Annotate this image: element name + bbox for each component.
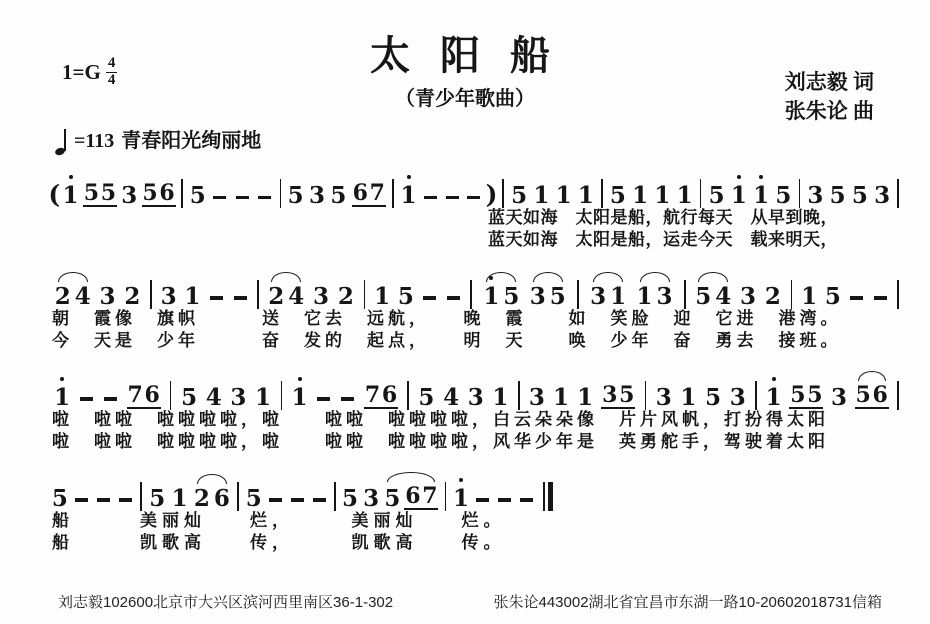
note: 1 bbox=[184, 282, 201, 310]
duration-dash bbox=[254, 196, 274, 208]
barline bbox=[170, 381, 172, 410]
dash-glyph bbox=[446, 196, 459, 200]
measure bbox=[48, 381, 167, 411]
note: 3 bbox=[655, 383, 672, 411]
notation-row bbox=[48, 365, 902, 409]
note: 1 bbox=[552, 383, 569, 411]
note: 2 bbox=[193, 484, 210, 512]
slur-arc bbox=[853, 381, 891, 409]
duration-dash bbox=[420, 296, 440, 308]
time-signature bbox=[106, 56, 118, 89]
lyricist-credit: 刘志毅 词 bbox=[784, 70, 874, 94]
lyrics-verse-2: 今 天是 少年 奋 发的 起点， 明 天 唤 少年 奋 勇去 接班。 bbox=[52, 331, 842, 351]
note-high-octave: 1 bbox=[62, 182, 79, 209]
duration-dash bbox=[210, 196, 230, 208]
note: 6 bbox=[144, 381, 160, 408]
barline bbox=[237, 482, 239, 511]
duration-dash bbox=[517, 498, 537, 510]
note: 1 bbox=[636, 282, 653, 310]
composer-address: 张朱论443002湖北省宜昌市东湖一路10-20602018731信箱 bbox=[493, 593, 882, 611]
dash-glyph bbox=[476, 498, 489, 502]
lyricist-address: 刘志毅102600北京市大兴区滨河西里南区36-1-302 bbox=[58, 593, 394, 611]
note: 5 bbox=[807, 381, 823, 408]
barline bbox=[684, 280, 686, 309]
barline bbox=[799, 179, 801, 208]
note: 3 bbox=[590, 282, 607, 310]
beam-group bbox=[855, 381, 889, 409]
tempo-bpm: =113 bbox=[74, 130, 115, 152]
slur-arc bbox=[635, 282, 675, 310]
note: 6 bbox=[872, 381, 888, 408]
beam-group bbox=[789, 381, 823, 409]
measure bbox=[48, 282, 147, 310]
note: 5 bbox=[142, 180, 158, 206]
barline bbox=[280, 179, 282, 208]
lyrics-verse-2: 蓝天如海 太阳是船，运走今天 载来明天， bbox=[488, 230, 838, 250]
note: 5 bbox=[855, 381, 871, 408]
dash-glyph bbox=[467, 196, 480, 200]
barline bbox=[577, 280, 579, 309]
barline bbox=[791, 280, 793, 309]
note: 5 bbox=[189, 182, 206, 209]
note: 3 bbox=[729, 383, 746, 411]
note: 3 bbox=[529, 282, 546, 310]
note: 3 bbox=[363, 484, 380, 512]
note: 1 bbox=[555, 182, 572, 209]
measure bbox=[397, 182, 500, 207]
note: 5 bbox=[330, 182, 347, 209]
dash-glyph bbox=[423, 296, 436, 300]
note-high-octave: 1 bbox=[54, 383, 71, 411]
note: 7 bbox=[422, 482, 438, 509]
note: 3 bbox=[308, 182, 325, 209]
duration-dash bbox=[287, 498, 307, 510]
lyrics-verse-1: 啦 啦啦 啦啦啦啦，啦 啦啦 啦啦啦啦，白云朵朵像 片片风帆，打扮得太阳 bbox=[52, 409, 829, 429]
measure bbox=[48, 484, 137, 512]
note: 5 bbox=[851, 182, 868, 209]
barline bbox=[364, 280, 366, 309]
note: 1 bbox=[610, 282, 627, 310]
note-high-octave: 1 bbox=[753, 182, 770, 209]
music-system bbox=[48, 264, 902, 353]
measure bbox=[704, 184, 795, 207]
note: 1 bbox=[680, 383, 697, 411]
note: 3 bbox=[467, 383, 484, 411]
dash-glyph bbox=[424, 196, 437, 200]
duration-dash bbox=[232, 196, 252, 208]
final-barline-thin bbox=[543, 482, 545, 511]
dash-glyph bbox=[291, 498, 304, 502]
parenthesis: ) bbox=[485, 180, 498, 209]
dash-glyph bbox=[97, 498, 110, 502]
slur-arc bbox=[192, 484, 232, 512]
dash-glyph bbox=[313, 498, 326, 502]
music-system bbox=[48, 466, 902, 555]
song-title: 太 阳 船 bbox=[370, 33, 560, 78]
barline bbox=[897, 179, 899, 208]
parenthesis: ( bbox=[48, 180, 61, 209]
measure bbox=[795, 282, 894, 310]
duration-dash bbox=[314, 397, 334, 409]
note: 4 bbox=[715, 282, 732, 310]
note: 3 bbox=[807, 182, 824, 209]
note: 5 bbox=[708, 182, 725, 209]
slur-arc bbox=[382, 482, 440, 512]
lyrics-verse-1: 船 美丽灿 烂， 美丽灿 烂。 bbox=[52, 510, 506, 530]
dash-glyph bbox=[234, 296, 247, 300]
note: 2 bbox=[54, 282, 71, 310]
note: 3 bbox=[230, 383, 247, 411]
duration-dash bbox=[309, 498, 329, 510]
note-high-octave: 1 bbox=[453, 484, 470, 512]
note: 5 bbox=[287, 182, 304, 209]
note: 1 bbox=[577, 182, 594, 209]
lyrics-verse-1: 蓝天如海 太阳是船，航行每天 从早到晚， bbox=[488, 208, 838, 227]
measure bbox=[606, 184, 697, 207]
duration-dash bbox=[473, 498, 493, 510]
barline bbox=[407, 381, 409, 410]
beam-group bbox=[142, 182, 176, 207]
tempo-expression: 青春阳光绚丽地 bbox=[121, 130, 262, 152]
note-high-octave: 1 bbox=[765, 383, 782, 411]
slur-arc bbox=[481, 282, 521, 310]
note: 3 bbox=[874, 182, 891, 209]
note: 5 bbox=[824, 282, 841, 310]
lyrics-verse-2: 啦 啦啦 啦啦啦啦，啦 啦啦 啦啦啦啦，风华少年是 英勇舵手，驾驶着太阳 bbox=[52, 432, 829, 452]
note: 2 bbox=[124, 282, 141, 310]
measure bbox=[412, 383, 515, 411]
score bbox=[0, 155, 930, 555]
note: 3 bbox=[656, 282, 673, 310]
duration-dash bbox=[100, 397, 120, 409]
slur-arc bbox=[693, 282, 733, 310]
dash-glyph bbox=[210, 296, 223, 300]
measure bbox=[449, 484, 538, 512]
barline bbox=[502, 179, 504, 208]
note: 1 bbox=[577, 383, 594, 411]
beam-group bbox=[127, 381, 161, 409]
note: 4 bbox=[74, 282, 91, 310]
note: 5 bbox=[695, 282, 712, 310]
note: 2 bbox=[268, 282, 285, 310]
barline bbox=[897, 280, 899, 309]
dash-glyph bbox=[236, 196, 249, 200]
dash-glyph bbox=[269, 498, 282, 502]
key-signature bbox=[62, 56, 117, 89]
time-signature-numerator: 4 bbox=[107, 55, 116, 71]
note: 1 bbox=[374, 282, 391, 310]
note: 6 bbox=[381, 381, 398, 408]
duration-dash bbox=[847, 296, 867, 308]
note: 5 bbox=[418, 383, 435, 411]
note: 5 bbox=[149, 484, 166, 512]
note: 5 bbox=[181, 383, 198, 411]
dash-glyph bbox=[119, 498, 132, 502]
duration-dash bbox=[420, 196, 440, 208]
duration-dash bbox=[206, 296, 226, 308]
song-subtitle: （青少年歌曲） bbox=[395, 88, 535, 110]
duration-dash bbox=[72, 498, 92, 510]
measure bbox=[186, 184, 277, 207]
key-label: 1=G bbox=[62, 59, 101, 84]
note: 5 bbox=[397, 282, 414, 310]
measure bbox=[649, 383, 752, 411]
note: 5 bbox=[511, 182, 528, 209]
barline bbox=[645, 381, 647, 410]
beam-group bbox=[352, 182, 386, 207]
lyrics-verse-2: 船 凯歌高 传， 凯歌高 传。 bbox=[52, 533, 506, 553]
note: 5 bbox=[341, 484, 358, 512]
tempo-row bbox=[0, 125, 930, 155]
note: 5 bbox=[100, 180, 117, 206]
measure bbox=[284, 182, 389, 207]
note-high-octave: 1 bbox=[291, 383, 308, 411]
barline bbox=[897, 381, 899, 410]
beam-group bbox=[601, 381, 635, 409]
note: 3 bbox=[99, 282, 116, 310]
notation-row bbox=[48, 163, 902, 207]
notation-row bbox=[48, 264, 902, 308]
dash-glyph bbox=[75, 498, 88, 502]
barline bbox=[334, 482, 336, 511]
dash-glyph bbox=[498, 498, 511, 502]
note: 7 bbox=[369, 180, 385, 206]
barline bbox=[470, 280, 472, 309]
duration-dash bbox=[338, 397, 358, 409]
measure bbox=[285, 381, 404, 411]
slur-arc bbox=[528, 282, 568, 310]
measure bbox=[48, 182, 178, 207]
barline bbox=[445, 482, 447, 511]
note: 1 bbox=[171, 484, 188, 512]
dash-glyph bbox=[317, 397, 330, 401]
note: 5 bbox=[384, 484, 401, 512]
lyrics-verse-1: 朝 霞像 旗帜 送 它去 远航， 晚 霞 如 笑脸 迎 它进 港湾。 bbox=[52, 308, 842, 328]
note: 1 bbox=[492, 383, 509, 411]
composer-credit: 张朱论 曲 bbox=[784, 99, 874, 124]
barline bbox=[392, 179, 394, 208]
note: 5 bbox=[705, 383, 722, 411]
measure bbox=[689, 282, 788, 310]
note: 5 bbox=[619, 381, 635, 408]
time-signature-denominator: 4 bbox=[107, 71, 116, 88]
measure bbox=[523, 381, 642, 411]
final-barline-thick bbox=[548, 482, 554, 511]
duration-dash bbox=[444, 296, 464, 308]
dash-glyph bbox=[104, 397, 117, 401]
measure bbox=[803, 184, 894, 207]
note: 5 bbox=[245, 484, 262, 512]
dash-glyph bbox=[447, 296, 460, 300]
duration-dash bbox=[495, 498, 515, 510]
measure bbox=[582, 282, 681, 310]
dash-glyph bbox=[520, 498, 533, 502]
dash-glyph bbox=[80, 397, 93, 401]
note: 6 bbox=[352, 180, 368, 206]
dash-glyph bbox=[258, 196, 271, 200]
note: 1 bbox=[801, 282, 818, 310]
note: 5 bbox=[829, 182, 846, 209]
barline bbox=[181, 179, 183, 208]
final-barline bbox=[543, 482, 554, 511]
duration-dash bbox=[76, 397, 96, 409]
quarter-note-icon bbox=[55, 129, 67, 155]
barline bbox=[755, 381, 757, 410]
barline bbox=[140, 482, 142, 511]
barline bbox=[601, 179, 603, 208]
note: 1 bbox=[632, 182, 649, 209]
note: 3 bbox=[121, 182, 138, 209]
measure bbox=[475, 282, 574, 310]
note: 5 bbox=[51, 484, 68, 512]
note: 7 bbox=[364, 381, 381, 408]
beam-group bbox=[83, 182, 117, 207]
measure bbox=[145, 484, 234, 512]
note: 3 bbox=[160, 282, 177, 310]
measure bbox=[507, 184, 598, 207]
note: 1 bbox=[255, 383, 272, 411]
note: 3 bbox=[740, 282, 757, 310]
note: 5 bbox=[549, 282, 566, 310]
note: 1 bbox=[654, 182, 671, 209]
duration-dash bbox=[230, 296, 250, 308]
barline bbox=[518, 381, 520, 410]
barline bbox=[281, 381, 283, 410]
measure bbox=[368, 282, 467, 310]
slur-arc bbox=[266, 282, 306, 310]
music-system bbox=[48, 163, 902, 252]
music-system bbox=[48, 365, 902, 454]
note: 4 bbox=[205, 383, 222, 411]
note: 6 bbox=[405, 482, 421, 509]
duration-dash bbox=[266, 498, 286, 510]
note: 4 bbox=[288, 282, 305, 310]
note: 5 bbox=[790, 381, 806, 408]
duration-dash bbox=[94, 498, 114, 510]
note: 2 bbox=[764, 282, 781, 310]
dash-glyph bbox=[341, 397, 354, 401]
footer bbox=[0, 567, 930, 612]
measure bbox=[242, 484, 331, 512]
dash-glyph bbox=[874, 296, 887, 300]
note: 7 bbox=[127, 381, 143, 408]
credits bbox=[785, 68, 874, 127]
note: 6 bbox=[159, 180, 175, 206]
note: 5 bbox=[609, 182, 626, 209]
barline bbox=[700, 179, 702, 208]
note: 1 bbox=[676, 182, 693, 209]
note: 1 bbox=[533, 182, 550, 209]
duration-dash bbox=[442, 196, 462, 208]
note: 3 bbox=[528, 383, 545, 411]
duration-dash bbox=[464, 196, 484, 208]
note-high-octave: 1 bbox=[483, 282, 500, 310]
note: 3 bbox=[313, 282, 330, 310]
note: 2 bbox=[337, 282, 354, 310]
barline bbox=[257, 280, 259, 309]
dash-glyph bbox=[850, 296, 863, 300]
note: 5 bbox=[83, 180, 100, 206]
beam-group bbox=[404, 482, 438, 510]
note: 4 bbox=[443, 383, 460, 411]
barline bbox=[150, 280, 152, 309]
note: 6 bbox=[213, 484, 230, 512]
slur-arc bbox=[588, 282, 628, 310]
notation-row bbox=[48, 466, 553, 510]
beam-group bbox=[364, 381, 398, 409]
duration-dash bbox=[871, 296, 891, 308]
dash-glyph bbox=[213, 196, 226, 200]
measure bbox=[339, 482, 442, 512]
note: 3 bbox=[602, 381, 618, 408]
measure bbox=[262, 282, 361, 310]
note-high-octave: 1 bbox=[730, 182, 747, 209]
note: 3 bbox=[830, 383, 847, 411]
note: 5 bbox=[775, 182, 792, 209]
duration-dash bbox=[115, 498, 135, 510]
note-high-octave: 1 bbox=[400, 182, 417, 209]
measure bbox=[760, 381, 894, 411]
note: 5 bbox=[503, 282, 520, 310]
measure bbox=[174, 383, 277, 411]
slur-arc bbox=[53, 282, 93, 310]
measure bbox=[155, 282, 254, 310]
